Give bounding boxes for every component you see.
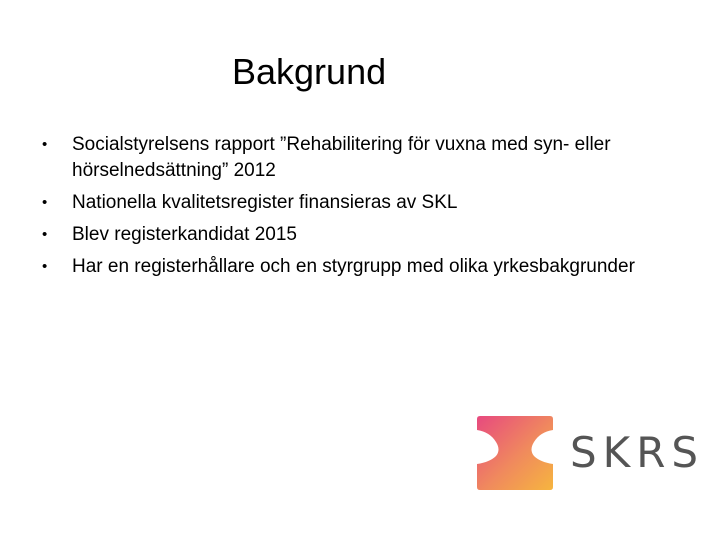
skrs-logo (474, 412, 705, 494)
bullet-item (42, 222, 672, 248)
bullet-item (42, 254, 672, 280)
bullet-text: Nationella kvalitetsregister finansieras av SKL (72, 192, 458, 213)
bullet-marker: • (42, 258, 48, 275)
bullet-text: Blev registerkandidat 2015 (72, 224, 297, 245)
slide-title: Bakgrund (232, 51, 387, 92)
bullet-text: Socialstyrelsens rapport ”Rehabilitering för vuxna med syn- eller hörselnedsättning” 2012 (72, 134, 611, 181)
bullet-list (42, 132, 672, 286)
bullet-marker: • (42, 136, 48, 153)
bullet-marker: • (42, 194, 48, 211)
bullet-marker: • (42, 226, 48, 243)
bullet-text: Har en registerhållare och en styrgrupp med olika yrkesbakgrunder (72, 256, 635, 277)
skrs-logo-text: SKRS (570, 428, 705, 477)
bullet-item (42, 190, 672, 216)
bullet-item (42, 132, 672, 184)
skrs-logo-icon (474, 412, 556, 494)
